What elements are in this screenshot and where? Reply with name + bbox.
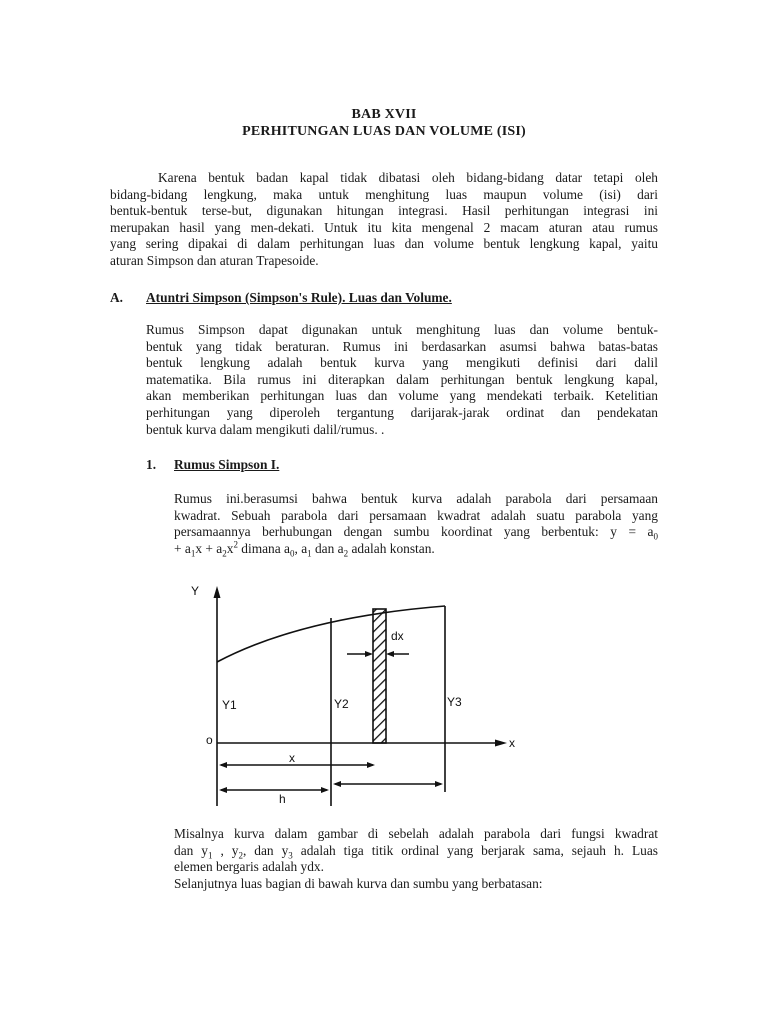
ordinate-y2-label: Y2: [334, 697, 349, 711]
distance-h2-arrowhead-icon: [435, 781, 443, 787]
after-figure-paragraph: [174, 826, 658, 892]
intro-line: bidang-bidang lengkung, maka untuk menghitung luas maupun volume (isi) dari: [110, 186, 658, 202]
intro-paragraph: [110, 170, 658, 270]
ordinate-y3-label: Y3: [447, 695, 462, 709]
section-a-line: bentuk kurva dalam mengikuti dalil/rumus. .: [146, 421, 385, 437]
distance-h-arrowhead-icon: [219, 787, 227, 793]
formula-line: + $a_1x + a_2x^2$ dimana $a_0$, $a_1$ dan $a_2$ adalah konstan.: [174, 539, 435, 559]
after-figure-line: dan $y_1$ , $y_2$, dan $y_3$ adalah tiga titik ordinal yang berjarak sama, sejauh h. Luas: [174, 842, 658, 861]
after-figure-line: Selanjutnya luas bagian di bawah kurva dan sumbu yang berbatasan:: [174, 875, 543, 891]
subsection-1-title: Rumus Simpson I.: [174, 457, 280, 472]
ordinate-y1-label: Y1: [222, 698, 237, 712]
intro-line: merupakan hasil yang men-dekati. Untuk itu kita mengenal 2 macam aturan atau rumus: [110, 219, 658, 235]
x-axis-label: x: [509, 736, 515, 750]
strip-width-label: dx: [391, 629, 404, 643]
distance-h-arrowhead-icon: [321, 787, 329, 793]
distance-h2-arrowhead-icon: [333, 781, 341, 787]
section-a-paragraph: [146, 322, 658, 438]
x-axis-arrow-icon: [495, 740, 507, 747]
section-a-line: Rumus Simpson dapat digunakan untuk menghitung luas dan volume bentuk-: [146, 322, 658, 337]
hatched-strip: [373, 609, 386, 743]
origin-label: o: [206, 733, 213, 747]
intro-line: Karena bentuk badan kapal tidak dibatasi oleh bidang-bidang datar tetapi oleh: [158, 170, 658, 185]
section-a-line: perhitungan yang diperoleh tergantung darijarak-jarak ordinat dan pendekatan: [146, 404, 658, 420]
intro-line: bentuk-bentuk terse-but, digunakan hitungan integrasi. Hasil perhitungan integrasi ini: [110, 203, 658, 219]
dx-arrowhead-icon: [365, 651, 373, 657]
subsection-1-marker: 1.: [146, 457, 157, 472]
section-a-line: bentuk lengkung adalah bentuk kurva yang mengikuti definisi dari dalil: [146, 355, 658, 371]
simpson-rule-figure: [175, 572, 527, 810]
subsection-1-line: kwadrat. Sebuah parabola dari persamaan kwadrat adalah suatu parabola yang: [174, 507, 658, 523]
subsection-1-paragraph: [174, 491, 658, 557]
chapter-title: PERHITUNGAN LUAS DAN VOLUME (ISI): [242, 124, 526, 139]
section-a-line: bentuk yang tidak beraturan. Rumus ini berdasarkan asumsi bahwa batas-batas: [146, 338, 658, 354]
y-axis-label: Y: [191, 584, 200, 598]
subsection-1-line: persamaannya berhubungan dengan sumbu koordinat yang berbentuk: $y = a_0$: [174, 524, 658, 542]
section-a-line: matematika. Bila rumus ini diterapkan dalam perhitungan bentuk lengkung kapal,: [146, 371, 658, 387]
section-a-title: Atuntri Simpson (Simpson's Rule). Luas dan Volume.: [146, 290, 452, 305]
distance-x-label: x: [289, 751, 295, 765]
y-axis-arrow-icon: [214, 586, 221, 598]
section-a-line: akan memberikan perhitungan luas dan volume yang mendekati terbaik. Ketelitian: [146, 388, 658, 404]
distance-x-arrowhead-icon: [219, 762, 227, 768]
distance-x-arrowhead-icon: [367, 762, 375, 768]
after-figure-line: elemen bergaris adalah ydx.: [174, 859, 324, 875]
section-a-marker: A.: [110, 290, 124, 305]
dx-arrowhead-icon: [386, 651, 394, 657]
spacing-h-label: h: [279, 792, 286, 806]
chapter-number: BAB XVII: [351, 107, 417, 122]
intro-line: aturan Simpson dan aturan Trapesoide.: [110, 252, 319, 268]
intro-line: yang sering dipakai di dalam perhitungan luas dan volume bentuk lengkung kapal, yaitu: [110, 236, 658, 252]
after-figure-line: Misalnya kurva dalam gambar di sebelah adalah parabola dari fungsi kwadrat: [174, 826, 658, 841]
subsection-1-line: Rumus ini.berasumsi bahwa bentuk kurva adalah parabola dari persamaan: [174, 491, 658, 506]
